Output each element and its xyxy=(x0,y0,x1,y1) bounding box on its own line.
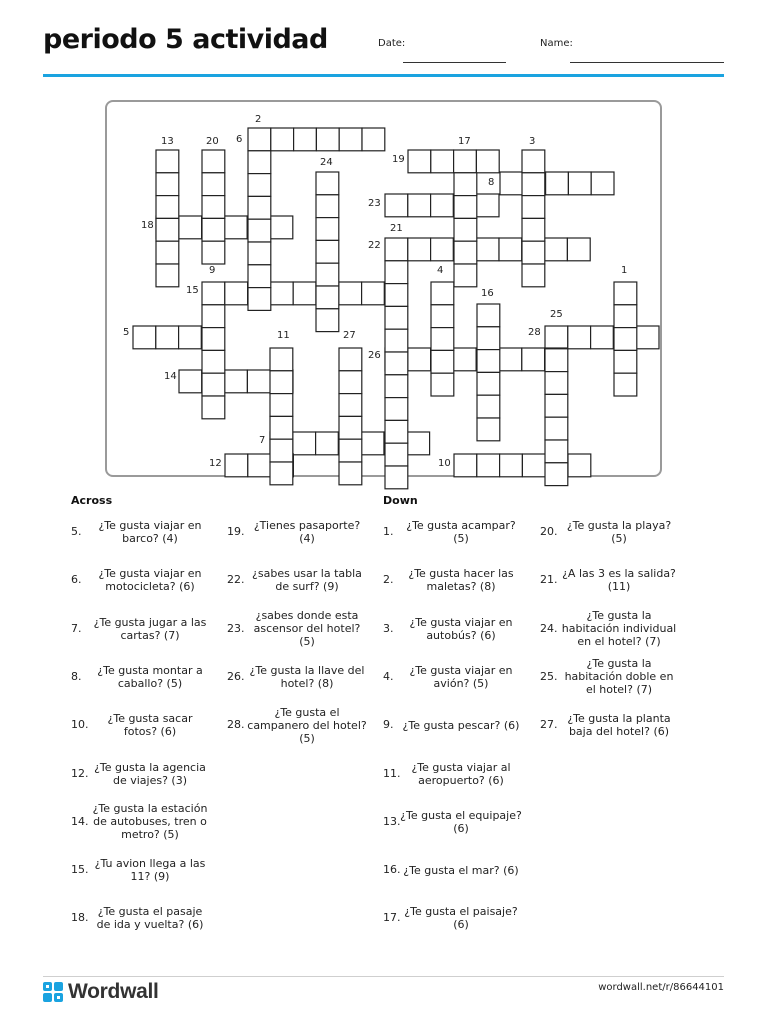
footer-divider xyxy=(43,976,724,977)
clue-number: 25 xyxy=(550,309,563,320)
crossword-cell[interactable] xyxy=(431,238,454,261)
clue-number: 24 xyxy=(320,157,333,168)
crossword-cell[interactable] xyxy=(546,172,569,195)
crossword-cell[interactable] xyxy=(156,326,179,349)
crossword-cell[interactable] xyxy=(362,128,385,151)
clue-number: 28 xyxy=(528,327,541,338)
crossword-cell[interactable] xyxy=(568,326,591,349)
crossword-cell[interactable] xyxy=(316,218,339,241)
crossword-cell[interactable] xyxy=(202,150,225,173)
clue-number-label: 16. xyxy=(383,863,401,877)
crossword-cell[interactable] xyxy=(385,466,408,489)
crossword-cell[interactable] xyxy=(408,150,431,173)
clue-text: ¿Te gusta sacar fotos? (6) xyxy=(107,712,193,739)
crossword-cell[interactable] xyxy=(545,417,568,440)
clue-number-label: 17. xyxy=(383,911,401,925)
crossword-cell[interactable] xyxy=(522,241,545,264)
clue-text: ¿Te gusta viajar en autobús? (6) xyxy=(409,615,513,642)
crossword-cell[interactable] xyxy=(156,241,179,264)
clue-text: ¿Te gusta viajar al aeropuerto? (6) xyxy=(411,760,511,787)
clue-number: 5 xyxy=(123,327,130,338)
crossword-cell[interactable] xyxy=(431,282,454,305)
crossword-cell[interactable] xyxy=(477,304,500,327)
crossword-cell[interactable] xyxy=(614,305,637,328)
clue-number: 17 xyxy=(458,136,471,147)
clue-number-label: 28. xyxy=(227,718,245,732)
crossword-cell[interactable] xyxy=(202,350,225,373)
crossword-cell[interactable] xyxy=(385,194,408,217)
clue-text: ¿Te gusta la habitación doble en el hotel? (7) xyxy=(564,657,674,697)
clue-number: 1 xyxy=(621,265,628,276)
clue-text: ¿Te gusta la estación de autobuses, tren o metro? (5) xyxy=(92,802,208,842)
crossword-cell[interactable] xyxy=(248,265,271,288)
crossword-cell[interactable] xyxy=(477,454,500,477)
clue-number-label: 12. xyxy=(71,766,89,780)
clue-number-label: 9. xyxy=(383,718,394,732)
crossword-cell[interactable] xyxy=(270,394,293,417)
crossword-cell[interactable] xyxy=(248,174,271,197)
crossword-cell[interactable] xyxy=(636,326,659,349)
clue-text: ¿Te gusta la habitación individual en el hotel? (7) xyxy=(561,609,677,649)
crossword-cell[interactable] xyxy=(202,373,225,396)
clue-text: ¿Te gusta viajar en motocicleta? (6) xyxy=(98,567,202,594)
crossword-cell[interactable] xyxy=(545,372,568,395)
crossword-cell[interactable] xyxy=(179,326,202,349)
clue-number-label: 26. xyxy=(227,669,245,683)
crossword-cell[interactable] xyxy=(270,439,293,462)
crossword-cell[interactable] xyxy=(248,242,271,265)
crossword-cell[interactable] xyxy=(316,286,339,309)
clue-number: 16 xyxy=(481,288,494,299)
clue-text: ¿Tienes pasaporte? (4) xyxy=(253,519,361,545)
crossword-cell[interactable] xyxy=(316,263,339,286)
clue-number: 11 xyxy=(277,330,290,341)
crossword-cell[interactable] xyxy=(545,238,568,261)
clue-number-label: 22. xyxy=(227,573,245,587)
crossword-cell[interactable] xyxy=(522,218,545,241)
clue-number: 6 xyxy=(236,134,243,145)
crossword-cell[interactable] xyxy=(248,151,271,174)
across-heading: Across xyxy=(71,494,113,507)
crossword-cell[interactable] xyxy=(361,432,384,455)
clue-number: 2 xyxy=(255,114,262,125)
crossword-cell[interactable] xyxy=(476,150,499,173)
crossword-cell[interactable] xyxy=(385,238,408,261)
clue-text: ¿Te gusta la llave del hotel? (8) xyxy=(249,663,365,690)
clue-number: 21 xyxy=(390,223,403,234)
crossword-cell[interactable] xyxy=(522,150,545,173)
date-label: Date: xyxy=(378,38,406,49)
clue-text: ¿Te gusta la planta baja del hotel? (6) xyxy=(567,712,671,739)
crossword-cell[interactable] xyxy=(431,150,454,173)
crossword-cell[interactable] xyxy=(431,373,454,396)
crossword-cell[interactable] xyxy=(316,172,339,195)
clue-number: 27 xyxy=(343,330,356,341)
crossword-cell[interactable] xyxy=(500,172,523,195)
crossword-cell[interactable] xyxy=(499,238,522,261)
crossword-cell[interactable] xyxy=(385,306,408,329)
clue-text: ¿Te gusta el paisaje? (6) xyxy=(404,905,518,932)
crossword-cell[interactable] xyxy=(522,454,545,477)
clue-number: 4 xyxy=(437,265,444,276)
crossword-cell[interactable] xyxy=(408,194,431,217)
clue-number-label: 6. xyxy=(71,573,82,587)
clue-number: 3 xyxy=(529,136,536,147)
crossword-cell[interactable] xyxy=(477,418,500,441)
clue-number-label: 3. xyxy=(383,621,394,635)
clue-number: 7 xyxy=(259,435,266,446)
crossword-cell[interactable] xyxy=(454,150,477,173)
crossword-cell[interactable] xyxy=(270,282,293,305)
crossword-cell[interactable] xyxy=(202,241,225,264)
crossword-cell[interactable] xyxy=(385,375,408,398)
crossword-cell[interactable] xyxy=(270,416,293,439)
clue-text: ¿Te gusta el campanero del hotel? (5) xyxy=(247,705,367,745)
clue-number: 18 xyxy=(141,220,154,231)
crossword-cell[interactable] xyxy=(339,394,362,417)
crossword-cell[interactable] xyxy=(248,196,271,219)
crossword-cell[interactable] xyxy=(316,128,339,151)
crossword-cell[interactable] xyxy=(339,128,362,151)
clue-number: 13 xyxy=(161,136,174,147)
crossword-cell[interactable] xyxy=(431,194,454,217)
clue-number: 19 xyxy=(392,154,405,165)
crossword-cell[interactable] xyxy=(156,150,179,173)
crossword-cell[interactable] xyxy=(202,218,225,241)
clue-number-label: 10. xyxy=(71,718,89,732)
crossword-cell[interactable] xyxy=(545,463,568,486)
crossword-cell[interactable] xyxy=(385,284,408,307)
crossword-cell[interactable] xyxy=(156,218,179,241)
crossword-cell[interactable] xyxy=(339,371,362,394)
clue-number-label: 19. xyxy=(227,525,245,538)
clue-text: ¿Te gusta jugar a las cartas? (7) xyxy=(93,615,207,642)
crossword-cell[interactable] xyxy=(568,172,591,195)
crossword-cell[interactable] xyxy=(545,349,568,372)
clue-number-label: 23. xyxy=(227,621,245,635)
crossword-cell[interactable] xyxy=(202,173,225,196)
crossword-cell[interactable] xyxy=(614,282,637,305)
clue-text: ¿Te gusta pescar? (6) xyxy=(402,718,520,732)
clue-number: 14 xyxy=(164,371,177,382)
crossword-cell[interactable] xyxy=(270,216,293,239)
crossword-cell[interactable] xyxy=(591,326,614,349)
crossword-cell[interactable] xyxy=(385,352,408,375)
clue-number-label: 24. xyxy=(540,621,558,635)
crossword-cell[interactable] xyxy=(454,196,477,219)
crossword-cell[interactable] xyxy=(202,196,225,219)
crossword-cell[interactable] xyxy=(224,216,247,239)
clue-number: 22 xyxy=(368,240,381,251)
clue-number-label: 1. xyxy=(383,525,394,538)
crossword-cell[interactable] xyxy=(270,462,293,485)
crossword-cell[interactable] xyxy=(476,238,499,261)
wordwall-logo-icon xyxy=(43,982,63,1002)
crossword-cell[interactable] xyxy=(385,261,408,284)
clue-number: 12 xyxy=(209,458,222,469)
clue-text: ¿Te gusta la agencia de viajes? (3) xyxy=(94,760,206,787)
crossword-cell[interactable] xyxy=(407,432,430,455)
crossword-cell[interactable] xyxy=(453,348,476,371)
crossword-cell[interactable] xyxy=(316,309,339,332)
crossword-cell[interactable] xyxy=(156,196,179,219)
clue-number-label: 18. xyxy=(71,911,89,925)
clue-text: ¿Te gusta el pasaje de ida y vuelta? (6) xyxy=(96,905,204,932)
crossword-cell[interactable] xyxy=(225,454,248,477)
clue-number: 15 xyxy=(186,285,199,296)
clue-number-label: 8. xyxy=(71,669,82,683)
clue-text: ¿Te gusta viajar en avión? (5) xyxy=(409,663,513,690)
clue-number-label: 5. xyxy=(71,525,82,538)
crossword-cell[interactable] xyxy=(385,398,408,421)
crossword-cell[interactable] xyxy=(522,196,545,219)
crossword-cell[interactable] xyxy=(316,432,339,455)
name-label: Name: xyxy=(540,38,573,49)
clue-text: ¿Te gusta montar a caballo? (5) xyxy=(97,663,203,690)
crossword-cell[interactable] xyxy=(476,194,499,217)
crossword-cell[interactable] xyxy=(339,348,362,371)
clue-number: 8 xyxy=(488,177,495,188)
crossword-cell[interactable] xyxy=(522,348,545,371)
clue-number-label: 20. xyxy=(540,525,558,538)
crossword-cell[interactable] xyxy=(339,282,362,305)
crossword-cell[interactable] xyxy=(477,350,500,373)
clue-text: ¿Te gusta viajar en barco? (4) xyxy=(98,519,202,545)
crossword-cell[interactable] xyxy=(202,396,225,419)
crossword-cell[interactable] xyxy=(614,350,637,373)
clue-number-label: 13. xyxy=(383,814,401,828)
crossword-cell[interactable] xyxy=(362,282,385,305)
clue-text: ¿Te gusta el mar? (6) xyxy=(403,863,519,877)
clue-number-label: 21. xyxy=(540,573,558,587)
crossword-cell[interactable] xyxy=(454,454,477,477)
crossword-cell[interactable] xyxy=(271,128,294,151)
brand-name: Wordwall xyxy=(68,980,159,1003)
crossword-cell[interactable] xyxy=(454,173,477,196)
crossword-cell[interactable] xyxy=(156,173,179,196)
crossword-cell[interactable] xyxy=(568,454,591,477)
down-heading: Down xyxy=(383,494,418,507)
crossword-cell[interactable] xyxy=(179,216,202,239)
crossword-cell[interactable] xyxy=(567,238,590,261)
crossword-cell[interactable] xyxy=(270,348,293,371)
crossword-cell[interactable] xyxy=(545,440,568,463)
crossword-cell[interactable] xyxy=(614,328,637,351)
crossword-cell[interactable] xyxy=(385,443,408,466)
clue-text: ¿Te gusta hacer las maletas? (8) xyxy=(408,567,514,594)
crossword-cell[interactable] xyxy=(454,241,477,264)
crossword-cell[interactable] xyxy=(294,128,317,151)
crossword-cell[interactable] xyxy=(500,454,523,477)
clue-number: 10 xyxy=(438,458,451,469)
crossword-cell[interactable] xyxy=(248,288,271,311)
clue-text: ¿Te gusta la playa? (5) xyxy=(566,519,672,545)
crossword-cell[interactable] xyxy=(339,439,362,462)
crossword-cell[interactable] xyxy=(614,373,637,396)
crossword-cell[interactable] xyxy=(408,348,431,371)
clue-text: ¿A las 3 es la salida? (11) xyxy=(562,567,676,594)
crossword-cell[interactable] xyxy=(522,264,545,287)
crossword-cell[interactable] xyxy=(179,370,202,393)
crossword-cell[interactable] xyxy=(156,264,179,287)
crossword-cell[interactable] xyxy=(248,219,271,242)
clue-number-label: 4. xyxy=(383,669,394,683)
clue-text: ¿Tu avion llega a las 11? (9) xyxy=(94,857,206,884)
crossword-cell[interactable] xyxy=(385,420,408,443)
crossword-cell[interactable] xyxy=(247,370,270,393)
crossword-cell[interactable] xyxy=(545,394,568,417)
crossword-cell[interactable] xyxy=(431,350,454,373)
crossword-cell[interactable] xyxy=(225,282,248,305)
crossword-cell[interactable] xyxy=(339,416,362,439)
crossword-cell[interactable] xyxy=(545,326,568,349)
crossword-cell[interactable] xyxy=(339,462,362,485)
crossword-cell[interactable] xyxy=(477,372,500,395)
crossword-cell[interactable] xyxy=(202,328,225,351)
clue-number-label: 15. xyxy=(71,863,89,877)
clue-text: ¿Te gusta el equipaje? (6) xyxy=(400,808,522,835)
clue-number-label: 27. xyxy=(540,718,558,732)
crossword-cell[interactable] xyxy=(133,326,156,349)
clue-number-label: 7. xyxy=(71,621,82,635)
wordwall-logo xyxy=(43,980,159,1004)
crossword-cell[interactable] xyxy=(431,305,454,328)
crossword-cell[interactable] xyxy=(248,128,271,151)
clue-number-label: 14. xyxy=(71,814,89,828)
crossword-cell[interactable] xyxy=(270,371,293,394)
clue-number: 20 xyxy=(206,136,219,147)
crossword-cell[interactable] xyxy=(477,395,500,418)
crossword-cell[interactable] xyxy=(385,329,408,352)
crossword-cell[interactable] xyxy=(248,454,271,477)
clue-number: 9 xyxy=(209,265,216,276)
clue-text: ¿Te gusta acampar? (5) xyxy=(406,519,516,545)
clue-number-label: 2. xyxy=(383,573,394,587)
clue-number-label: 25. xyxy=(540,669,558,683)
crossword-cell[interactable] xyxy=(454,264,477,287)
crossword-cell[interactable] xyxy=(316,195,339,218)
crossword-cell[interactable] xyxy=(202,305,225,328)
crossword-cell[interactable] xyxy=(293,282,316,305)
clue-text: ¿sabes donde esta ascensor del hotel? (5) xyxy=(253,609,361,649)
footer-url[interactable]: wordwall.net/r/86644101 xyxy=(598,982,724,993)
crossword-cell[interactable] xyxy=(454,218,477,241)
crossword-cell[interactable] xyxy=(522,173,545,196)
crossword-cell[interactable] xyxy=(225,370,248,393)
crossword-cell[interactable] xyxy=(591,172,614,195)
clue-number-label: 11. xyxy=(383,766,401,780)
crossword-cell[interactable] xyxy=(499,348,522,371)
crossword-cell[interactable] xyxy=(316,240,339,263)
crossword-cell[interactable] xyxy=(408,238,431,261)
crossword-cell[interactable] xyxy=(293,432,316,455)
crossword-cell[interactable] xyxy=(431,328,454,351)
crossword-cell[interactable] xyxy=(202,282,225,305)
crossword-cell[interactable] xyxy=(477,327,500,350)
clue-number: 23 xyxy=(368,198,381,209)
clue-number: 26 xyxy=(368,350,381,361)
clue-text: ¿sabes usar la tabla de surf? (9) xyxy=(252,567,362,594)
page-title: periodo 5 actividad xyxy=(43,24,328,55)
